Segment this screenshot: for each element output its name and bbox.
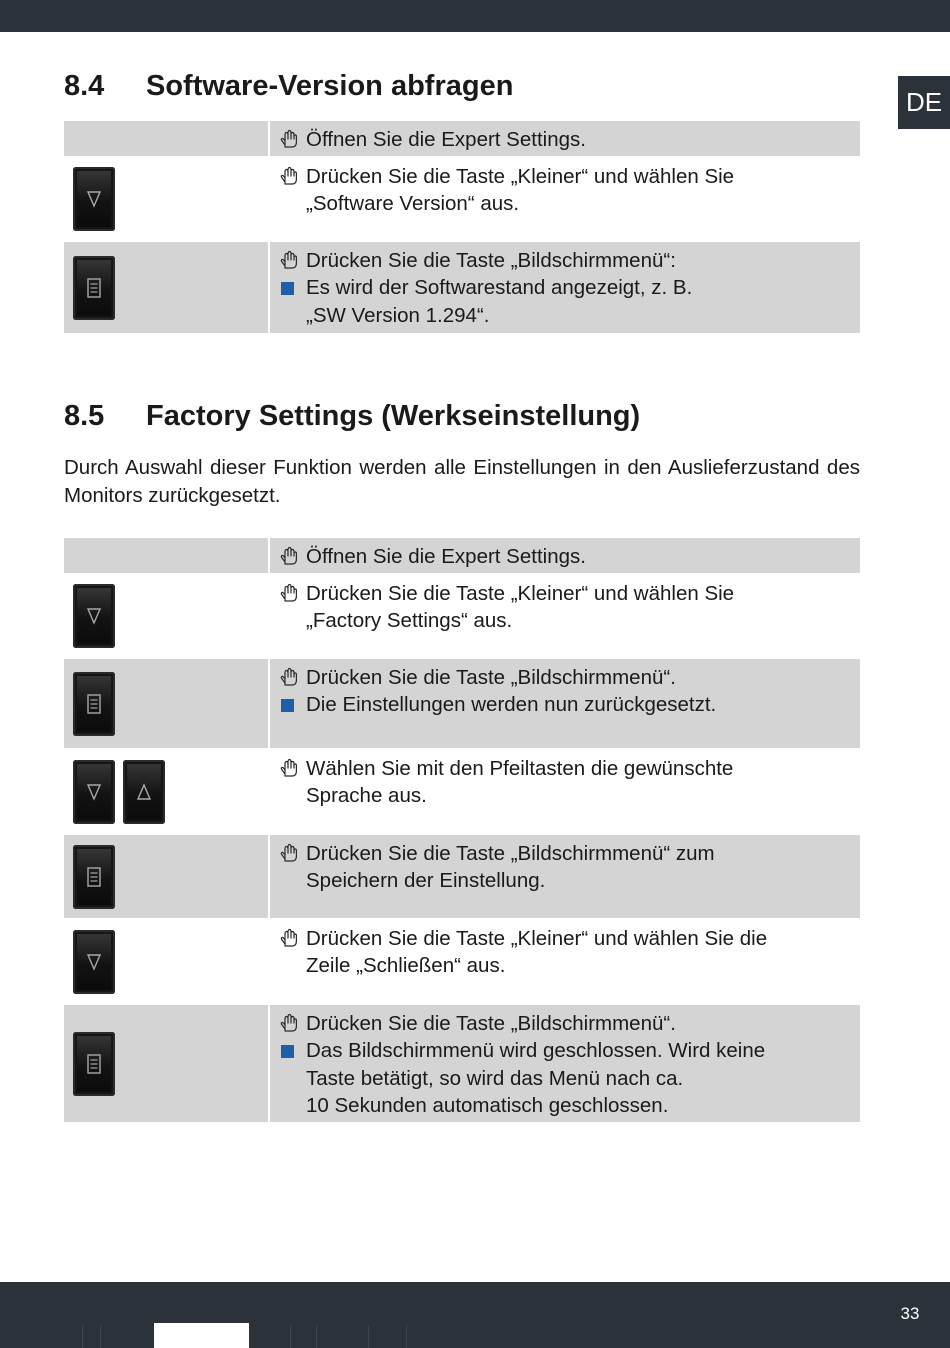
step-row — [64, 835, 860, 918]
up-arrow-key — [123, 760, 165, 824]
step-key-cell — [64, 575, 268, 657]
step-text-line: Sprache aus. — [306, 784, 427, 808]
blue-square-bullet-icon — [281, 699, 294, 712]
hand-pointer-icon — [280, 843, 298, 863]
down-arrow-key — [73, 167, 115, 231]
language-tab: DE — [898, 76, 950, 129]
step-marker — [280, 1013, 298, 1033]
up-triangle-icon — [134, 780, 154, 804]
step-key-cell — [64, 538, 268, 573]
menu-key — [73, 845, 115, 909]
step-row — [64, 575, 860, 657]
hand-pointer-icon — [280, 583, 298, 603]
step-marker — [280, 129, 298, 149]
down-triangle-icon — [84, 187, 104, 211]
step-key-cell — [64, 659, 268, 748]
menu-key — [73, 1032, 115, 1096]
step-text-cell — [270, 659, 860, 748]
down-arrow-key — [73, 930, 115, 994]
step-row — [64, 750, 860, 833]
step-text-line: Die Einstellungen werden nun zurückgesetzt. — [306, 693, 717, 717]
down-arrow-key — [73, 760, 115, 824]
footer-tick — [100, 1325, 101, 1348]
down-triangle-icon — [84, 604, 104, 628]
step-key-cell — [64, 920, 268, 1003]
step-marker — [280, 583, 298, 603]
footer-tick — [316, 1325, 317, 1348]
step-text-line: 10 Sekunden automatisch geschlossen. — [306, 1093, 669, 1117]
hand-pointer-icon — [280, 129, 298, 149]
menu-list-icon — [84, 865, 104, 889]
step-text-cell — [270, 242, 860, 333]
section-title: Factory Settings (Werkseinstellung) — [146, 400, 641, 432]
step-text-line: Drücken Sie die Taste „Bildschirmmenü“: — [306, 249, 676, 272]
section-number: 8.5 — [64, 400, 105, 432]
step-marker — [280, 928, 298, 948]
footer-tick — [368, 1325, 369, 1348]
step-row — [64, 659, 860, 748]
step-marker — [280, 667, 298, 687]
step-key-cell — [64, 835, 268, 918]
step-text-line: Wählen Sie mit den Pfeiltasten die gewünschte — [306, 757, 734, 780]
step-key-cell — [64, 158, 268, 240]
section-heading-8-5 — [64, 400, 640, 433]
section-title: Software-Version abfragen — [146, 70, 514, 102]
step-text-cell — [270, 835, 860, 918]
menu-list-icon — [84, 276, 104, 300]
step-text-cell — [270, 750, 860, 833]
blue-square-bullet-icon — [281, 1045, 294, 1058]
step-text-line: Drücken Sie die Taste „Kleiner“ und wählen Sie — [306, 165, 735, 188]
footer-tick — [406, 1325, 407, 1348]
step-text-cell — [270, 538, 860, 573]
step-text-cell — [270, 1005, 860, 1122]
step-row — [64, 242, 860, 333]
step-key-cell — [64, 750, 268, 833]
step-text-line: Taste betätigt, so wird das Menü nach ca. — [306, 1066, 684, 1090]
menu-list-icon — [84, 692, 104, 716]
hand-pointer-icon — [280, 546, 298, 566]
step-row — [64, 121, 860, 156]
step-text-line: Zeile „Schließen“ aus. — [306, 954, 506, 978]
step-text-line: Öffnen Sie die Expert Settings. — [306, 545, 586, 568]
steps-table-factory-settings — [64, 538, 860, 1124]
step-marker — [280, 843, 298, 863]
footer-decoration — [154, 1323, 249, 1348]
hand-pointer-icon — [280, 667, 298, 687]
step-text-cell — [270, 158, 860, 240]
step-key-cell — [64, 242, 268, 333]
down-triangle-icon — [84, 950, 104, 974]
step-marker — [280, 546, 298, 566]
step-text-cell — [270, 121, 860, 156]
blue-square-bullet-icon — [281, 282, 294, 295]
top-bar — [0, 0, 950, 32]
step-text-line: Öffnen Sie die Expert Settings. — [306, 128, 586, 151]
step-row — [64, 158, 860, 240]
section-number: 8.4 — [64, 70, 105, 102]
step-marker — [280, 166, 298, 186]
menu-list-icon — [84, 1052, 104, 1076]
hand-pointer-icon — [280, 758, 298, 778]
step-marker — [280, 250, 298, 270]
down-triangle-icon — [84, 780, 104, 804]
section-intro-text: Durch Auswahl dieser Funktion werden alle Einstellungen in den Auslieferzustand des Monitors zurückgesetzt. — [64, 456, 860, 507]
step-text-line: Es wird der Softwarestand angezeigt, z. B. — [306, 276, 693, 300]
step-marker — [280, 758, 298, 778]
step-row — [64, 1005, 860, 1122]
step-text-line: „SW Version 1.294“. — [306, 303, 490, 327]
page-number: 33 — [900, 1304, 920, 1323]
footer-tick — [290, 1325, 291, 1348]
bottom-bar — [0, 1282, 950, 1348]
section-heading-8-4 — [64, 70, 513, 103]
step-text-line: Drücken Sie die Taste „Bildschirmmenü“. — [306, 666, 676, 689]
hand-pointer-icon — [280, 250, 298, 270]
hand-pointer-icon — [280, 928, 298, 948]
step-text-line: Drücken Sie die Taste „Kleiner“ und wählen Sie — [306, 582, 735, 605]
step-key-cell — [64, 121, 268, 156]
hand-pointer-icon — [280, 1013, 298, 1033]
step-text-line: Speichern der Einstellung. — [306, 869, 546, 893]
step-row — [64, 538, 860, 573]
steps-table-software-version — [64, 121, 860, 335]
step-text-cell — [270, 920, 860, 1003]
step-text-line: Drücken Sie die Taste „Kleiner“ und wählen Sie die — [306, 927, 768, 950]
step-text-line: „Software Version“ aus. — [306, 192, 520, 216]
menu-key — [73, 256, 115, 320]
step-key-cell — [64, 1005, 268, 1122]
menu-key — [73, 672, 115, 736]
step-text-line: Drücken Sie die Taste „Bildschirmmenü“. — [306, 1012, 676, 1035]
step-text-line: „Factory Settings“ aus. — [306, 609, 513, 633]
footer-tick — [82, 1325, 83, 1348]
hand-pointer-icon — [280, 166, 298, 186]
down-arrow-key — [73, 584, 115, 648]
step-text-line: Das Bildschirmmenü wird geschlossen. Wird keine — [306, 1039, 766, 1063]
step-text-line: Drücken Sie die Taste „Bildschirmmenü“ zum — [306, 842, 715, 865]
step-row — [64, 920, 860, 1003]
step-text-cell — [270, 575, 860, 657]
